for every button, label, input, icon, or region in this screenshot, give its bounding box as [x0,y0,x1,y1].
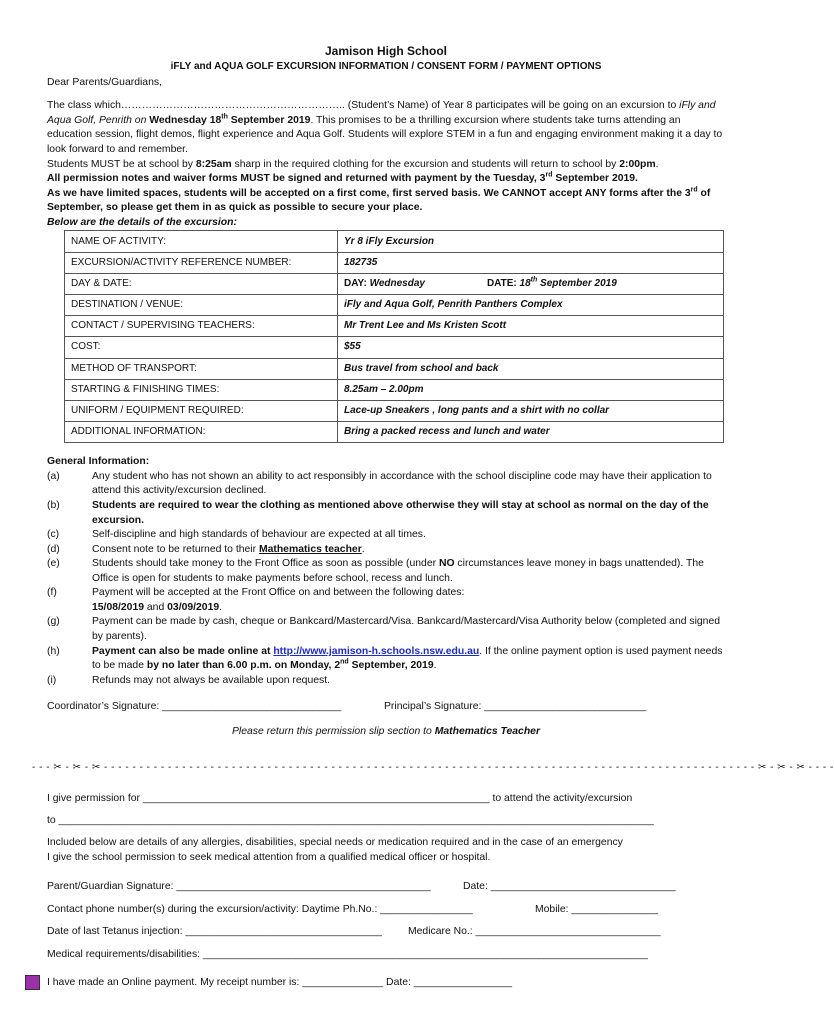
payment-start-date: 15/08/2019 [92,601,145,613]
item-text: Students are required to wear the clothing as mentioned above otherwise they will stay at school as normal on the day of the excursion. [92,499,709,526]
detail-value: 8.25am – 2.00pm [338,379,724,400]
permission-document [47,43,725,739]
arrival-text-c: . [655,158,659,170]
date-label: DATE: [486,277,520,289]
school-name: Jamison High School [324,44,447,58]
item-letter: (e) [47,558,60,570]
item-text-a: Consent note to be returned to their [92,543,259,555]
medical-consent-line-2: I give the school permission to seek medical attention from a qualified medical officer or hospital. [47,852,491,863]
date-value-a: 18 [519,277,531,289]
detail-label: NAME OF ACTIVITY: [65,231,338,252]
school-website-link[interactable]: http://www.jamison-h.schools.nsw.edu.au [273,645,480,657]
detail-row [65,294,724,315]
intro-date-b: September 2019 [227,114,311,126]
detail-label: COST: [65,337,338,358]
details-intro: Below are the details of the excursion: [47,216,237,228]
detail-row [65,422,724,443]
staff-signatures [47,700,725,715]
detail-row [65,316,724,337]
item-text [92,543,725,558]
detail-value: Mr Trent Lee and Ms Kristen Scott [338,316,724,337]
item-text [92,557,725,586]
intro-text-b: . This promises to be a thrilling excursion where students take turns attending an education session, flight demos, flight experience and Aqua Golf. Students will explore STEM in a fun and engaging environment making it a day to look forward to and remember. [47,114,723,156]
intro-venue: iFly and Aqua Golf, Penrith on [47,100,716,126]
limited-sup: rd [690,186,698,194]
detail-row [65,379,724,400]
detail-label: DAY & DATE: [65,273,338,294]
permission-field[interactable]: I give permission for ____________________________________________________________ to attend the activity/excursion [47,793,633,804]
item-letter: (b) [47,499,60,511]
item-letter: (c) [47,529,60,541]
excursion-destination-field[interactable]: to _______________________________________________________________________________________________________ [47,815,654,826]
parent-date-field[interactable]: Date: ________________________________ [463,881,676,892]
detail-label: EXCURSION/ACTIVITY REFERENCE NUMBER: [65,252,338,273]
item-text [92,586,725,615]
mobile-field[interactable]: Mobile: _______________ [535,904,659,915]
parent-signature-field[interactable]: Parent/Guardian Signature: ____________________________________________ [47,881,431,892]
excursion-details-table [64,230,724,443]
item-text-end: . [219,601,223,613]
online-deadline-b: September, 2019 [348,660,434,672]
arrival-time: 8:25am [195,158,232,170]
general-item-c [47,528,725,543]
arrival-text-b: sharp in the required clothing for the excursion and students will return to school by [231,158,620,170]
detail-value: 182735 [338,252,724,273]
scissors-cut-line: - - - ✂ - ✂ - ✂ - - - - - - - - - - - - - - - - - - - - - - - - - - - - - - - - - - - - - - - - - - - - - - - - - - - - - - - - - - - - - - - - - - - - - - - - - - - - - - - - - - - - - - - - - - - - ✂ - ✂ - ✂ - - - - [32,762,834,773]
intro-paragraph [47,99,725,157]
detail-value: iFly and Aqua Golf, Penrith Panthers Complex [338,294,724,315]
detail-value: $55 [338,337,724,358]
item-text-e: . [433,660,437,672]
online-receipt-field[interactable]: I have made an Online payment. My receipt number is: ______________ Date: _________________ [47,977,513,988]
intro-text: The class which……………………………………………………….. (Student’s Name) of Year 8 participates will be going on an excursion to [47,100,680,112]
detail-label: CONTACT / SUPERVISING TEACHERS: [65,316,338,337]
tetanus-date-field[interactable]: Date of last Tetanus injection: __________________________________ [47,926,382,937]
medical-consent-line-1: Included below are details of any allergies, disabilities, special needs or medication required and in the case of an emergency [47,837,623,848]
detail-value: Lace-up Sneakers , long pants and a shirt with no collar [338,400,724,421]
deadline-paragraph [47,172,725,187]
form-title: iFLY and AQUA GOLF EXCURSION INFORMATION / CONSENT FORM / PAYMENT OPTIONS [170,60,602,72]
general-item-e [47,557,725,586]
detail-value [338,273,724,294]
medicare-field[interactable]: Medicare No.: ________________________________ [408,926,661,937]
item-text-no: NO [438,558,455,570]
general-heading: General Information: [47,456,150,468]
arrival-text: Students MUST be at school by [47,158,196,170]
payment-end-date: 03/09/2019 [167,601,220,613]
online-deadline-sup: nd [340,658,349,666]
return-time: 2:00pm [619,158,656,170]
general-item-g [47,615,725,644]
item-text-c: circumstances leave money in bags unattended). The Office is open for students to make payments before school, recess and lunch. [92,558,704,584]
item-text: Self-discipline and high standards of behaviour are expected at all times. [92,529,426,541]
day-label: DAY: [344,277,370,289]
detail-label: DESTINATION / VENUE: [65,294,338,315]
detail-value: Bus travel from school and back [338,358,724,379]
item-text [92,645,725,674]
math-teacher-text: Mathematics teacher [258,543,362,555]
limited-text-b: of September, so please get them in as quick as possible to secure your place. [47,187,711,214]
detail-row [65,252,724,273]
item-letter: (i) [47,674,57,686]
detail-row [65,273,724,294]
medical-requirements-field[interactable]: Medical requirements/disabilities: _____________________________________________________________________________ [47,949,648,960]
coordinator-signature-field[interactable]: Coordinator’s Signature: _______________________________ [47,701,342,713]
limited-spaces-paragraph [47,187,725,216]
item-letter: (g) [47,616,60,628]
online-deadline [147,660,434,671]
general-item-h [47,645,725,674]
general-item-i [47,674,725,689]
principal-signature-field[interactable]: Principal’s Signature: ____________________________ [384,701,647,713]
item-letter: (f) [47,587,57,599]
deadline-text: All permission notes and waiver forms MUST be signed and returned with payment by the Tuesday, 3 [47,173,546,185]
detail-value: Bring a packed recess and lunch and water [338,422,724,443]
item-text-and: and [144,601,168,613]
detail-row [65,337,724,358]
item-text: Payment can be made by cash, cheque or Bankcard/Mastercard/Visa. Bankcard/Mastercard/Visa Authority below (completed and signed by parents). [92,616,721,643]
detail-row [65,400,724,421]
daytime-phone-field[interactable]: Contact phone number(s) during the excursion/activity: Daytime Ph.No.: ________________ [47,904,473,915]
intro-date-a: Wednesday 18 [149,114,222,126]
general-item-d [47,543,725,558]
deadline-sup: rd [545,171,553,179]
return-note [47,725,725,740]
item-text-c: . [361,543,365,555]
item-text-b: . If the online payment option is used payment needs to be made [92,645,723,672]
detail-label: METHOD OF TRANSPORT: [65,358,338,379]
detail-value: Yr 8 iFly Excursion [338,231,724,252]
item-text-a: Payment can also be made online at [92,645,274,657]
item-letter: (h) [47,645,60,657]
item-letter: (d) [47,543,60,555]
general-item-a [47,470,725,499]
item-text-a: Payment will be accepted at the Front Office on and between the following dates: [92,587,465,599]
deadline-text-b: September 2019. [552,173,638,185]
return-note-text: Please return this permission slip section to [231,725,435,737]
online-deadline-a: by no later than 6.00 p.m. on Monday, 2 [146,660,341,672]
detail-label: UNIFORM / EQUIPMENT REQUIRED: [65,400,338,421]
general-information [47,455,725,688]
day-value: Wednesday [369,277,425,289]
intro-date-sup: th [221,113,228,121]
general-item-b [47,499,725,528]
detail-label: STARTING & FINISHING TIMES: [65,379,338,400]
item-letter: (a) [47,470,60,482]
date-value-sup: th [530,276,538,284]
salutation: Dear Parents/Guardians, [47,76,162,88]
item-text: Refunds may not always be available upon request. [92,674,330,686]
date-value-b: September 2019 [537,277,617,289]
item-text: Any student who has not shown an ability to act responsibly in accordance with the school discipline code may have their application to attend this activity/excursion declined. [92,470,712,497]
intro-date [149,115,310,126]
detail-label: ADDITIONAL INFORMATION: [65,422,338,443]
online-payment-checkbox[interactable] [25,975,40,990]
detail-row [65,358,724,379]
arrival-paragraph [47,158,725,173]
item-text-a: Students should take money to the Front Office as soon as possible (under [92,558,439,570]
general-item-f [47,586,725,615]
limited-text: As we have limited spaces, students will be accepted on a first come, first served basis. We CANNOT accept ANY forms after the 3 [47,187,691,199]
return-note-teacher: Mathematics Teacher [434,725,540,737]
date-value [520,278,617,289]
detail-row [65,231,724,252]
